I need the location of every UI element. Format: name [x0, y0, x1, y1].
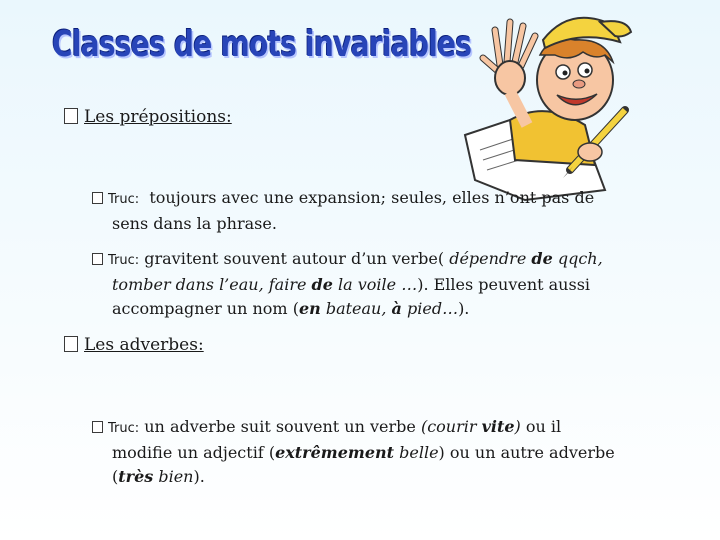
cartoon-boy-clipart: [455, 0, 635, 205]
bullet-box-icon: [92, 421, 103, 433]
item-label: Truc:: [108, 253, 140, 268]
section-heading-adverbs: Les adverbes:: [84, 335, 204, 355]
item-label: Truc:: [108, 421, 140, 436]
bullet-box-icon: [92, 253, 103, 265]
list-item: Truc: toujours avec une expansion; seules, elles n’ont pas de sens dans la phrase.: [92, 186, 652, 236]
section-adverbs: [64, 335, 204, 355]
bullet-box-icon: [92, 192, 103, 204]
bullet-box-icon: [64, 108, 78, 124]
list-item: Truc: un adverbe suit souvent un verbe (courir vite) ou il modifie un adjectif (extrêmement belle) ou un autre adverbe (très bien).: [92, 415, 652, 489]
section-prepositions: [64, 107, 232, 127]
bullet-box-icon: [64, 336, 78, 352]
list-item: Truc: gravitent souvent autour d’un verbe( dépendre de qqch, tomber dans l’eau, faire de la voile …). Elles peuvent aussi accompagner un nom (en bateau, à pied…).: [92, 247, 652, 321]
page-title: Classes de mots invariables: [52, 24, 472, 65]
item-label: Truc:: [108, 192, 140, 207]
section-heading-prepositions: Les prépositions:: [84, 107, 232, 127]
